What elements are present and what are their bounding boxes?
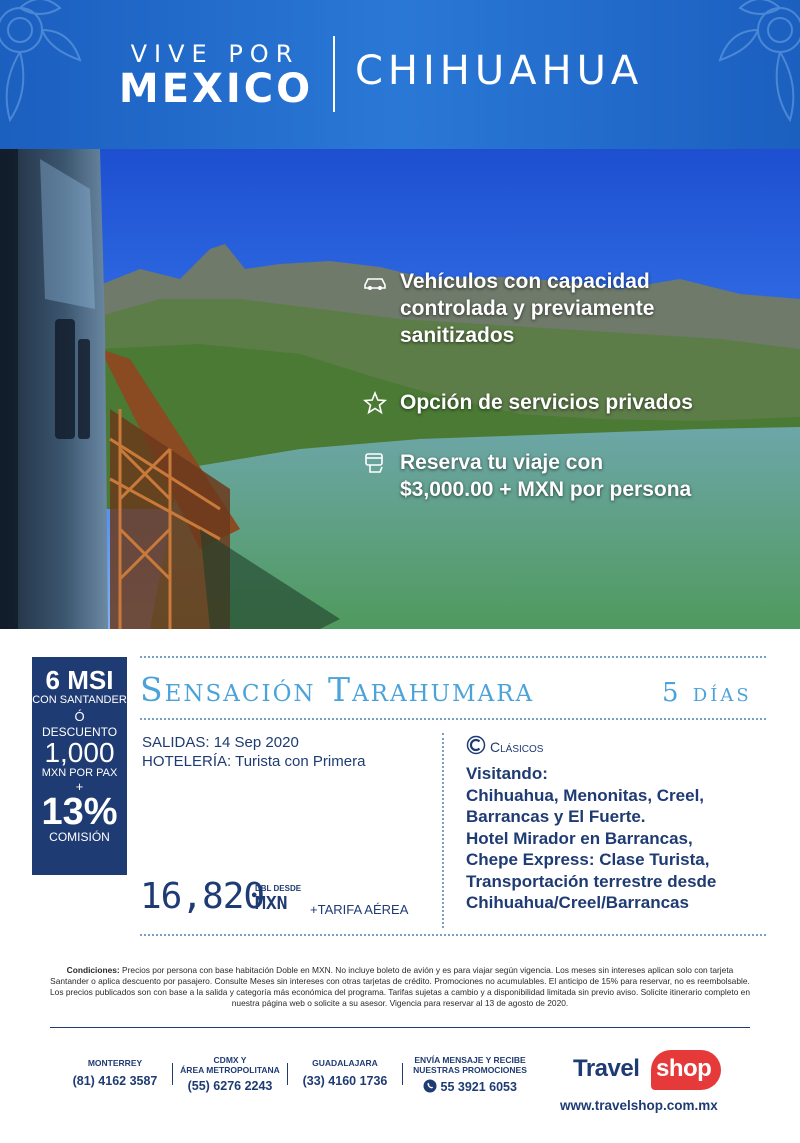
payment-icon [362, 450, 388, 476]
office-city: CDMX Y [213, 1055, 247, 1065]
office-guadalajara [290, 1058, 400, 1088]
whatsapp-line[interactable] [405, 1079, 535, 1094]
office-phone[interactable]: (81) 4162 3587 [72, 1074, 158, 1088]
category-c-icon [466, 735, 486, 755]
discount-value: 1,000 [44, 737, 115, 768]
departures-label: SALIDAS: [142, 734, 210, 751]
conditions-body: Precios por persona con base habitación Doble en MXN. No incluye boleto de avión y es para viajar según vigencia. Los meses sin intereses aplican solo con tarjeta Santander o aplica descuento por pasajero. Consulte Meses sin intereses con otras tarjetas de crédito. Promociones no acumulables. El anticipo de 15% para reservar, no es reembolsable. Los precios publicados son con base a la salida y categoría más económica del programa. Tarifas sujetas a cambio y a disponibilidad limitada sin previo aviso. Solicite itinerario completo en nuestra página web o solicite a su asesor. Vigencia para reservar al 13 de agosto de 2020. [50, 965, 750, 1008]
discount-label: DESCUENTO [41, 725, 118, 739]
plus-sign: + [75, 779, 84, 794]
commission-value: 13% [41, 791, 118, 833]
divider [140, 656, 766, 658]
hotel-line [142, 753, 365, 770]
divider [140, 934, 766, 936]
star-icon [362, 390, 388, 416]
floral-ornament-icon [0, 0, 100, 149]
brand-divider [333, 36, 335, 112]
office-whatsapp [405, 1055, 535, 1094]
commission-label: COMISIÓN [49, 830, 110, 844]
office-cdmx [175, 1055, 285, 1093]
bank-label: CON SANTANDER [32, 694, 127, 706]
feature-text: Reserva tu viaje con [400, 451, 604, 474]
whatsapp-icon [423, 1079, 437, 1093]
tour-title: Sensación Tarahumara [140, 670, 535, 709]
office-separator [287, 1063, 288, 1085]
promo-box [32, 657, 127, 875]
departures-value: 14 Sep 2020 [213, 734, 299, 751]
hotel-label: HOTELERÍA: [142, 753, 232, 770]
departures-line [142, 734, 299, 751]
office-city: GUADALAJARA [312, 1058, 378, 1068]
brand-tagline: VIVE POR [130, 40, 300, 68]
itinerary-line: Transportación terrestre desde [466, 871, 717, 891]
itinerary-line: Chihuahua, Menonitas, Creel, [466, 785, 705, 805]
price-note: DBL DESDE [255, 884, 302, 893]
feature-item [400, 268, 654, 349]
office-city: MONTERREY [87, 1058, 143, 1068]
office-phone[interactable]: (33) 4160 1736 [302, 1074, 388, 1088]
discount-unit: MXN POR PAX [41, 767, 118, 779]
destination-title: CHIHUAHUA [355, 48, 644, 94]
logo-text-travel: Travel [573, 1055, 640, 1082]
hotel-value: Turista con Primera [235, 753, 366, 770]
feature-text: Opción de servicios privados [400, 391, 693, 414]
divider [140, 718, 766, 720]
itinerary-list [466, 763, 786, 914]
office-city-line2: ÁREA METROPOLITANA [180, 1065, 280, 1075]
price-currency: MXN [255, 893, 288, 914]
hero-photo [0, 149, 800, 629]
feature-text: controlada y previamente [400, 297, 655, 320]
feature-text: $3,000.00 + MXN por persona [400, 478, 692, 501]
office-city: ENVÍA MENSAJE Y RECIBE [414, 1055, 526, 1065]
price-value: 16,820 [140, 876, 265, 917]
tour-duration: 5 días [662, 678, 752, 708]
feature-text: Vehículos con capacidad [400, 270, 650, 293]
office-phone[interactable]: (55) 6276 2243 [187, 1079, 273, 1093]
itinerary-line: Hotel Mirador en Barrancas, [466, 828, 693, 848]
feature-text: sanitizados [400, 324, 515, 347]
itinerary-line: Chepe Express: Clase Turista, [466, 850, 710, 869]
itinerary-line: Visitando: [466, 764, 548, 783]
logo-text-shop: shop [656, 1055, 712, 1082]
car-icon [362, 269, 388, 295]
office-city-line2: NUESTRAS PROMOCIONES [413, 1065, 527, 1075]
website-link[interactable]: www.travelshop.com.mx [560, 1098, 718, 1113]
footer-divider [50, 1027, 750, 1028]
floral-ornament-icon [700, 0, 800, 149]
header-banner [0, 0, 800, 149]
itinerary-line: Chihuahua/Creel/Barrancas [466, 893, 689, 912]
conditions-text [50, 965, 750, 1009]
feature-item [400, 449, 691, 503]
or-label: Ó [74, 709, 85, 724]
office-separator [172, 1063, 173, 1085]
feature-item [400, 389, 693, 416]
column-divider [442, 733, 444, 928]
msi-label: 6 MSI [45, 665, 114, 695]
brand-name: MEXICO [118, 66, 314, 112]
office-separator [402, 1063, 403, 1085]
category-label: Clásicos [490, 739, 544, 755]
office-monterrey [60, 1058, 170, 1088]
conditions-label: Condiciones: [66, 965, 120, 975]
office-phone[interactable]: 55 3921 6053 [440, 1080, 517, 1094]
airfare-note: +TARIFA AÉREA [310, 902, 409, 917]
itinerary-line: Barrancas y El Fuerte. [466, 807, 646, 826]
